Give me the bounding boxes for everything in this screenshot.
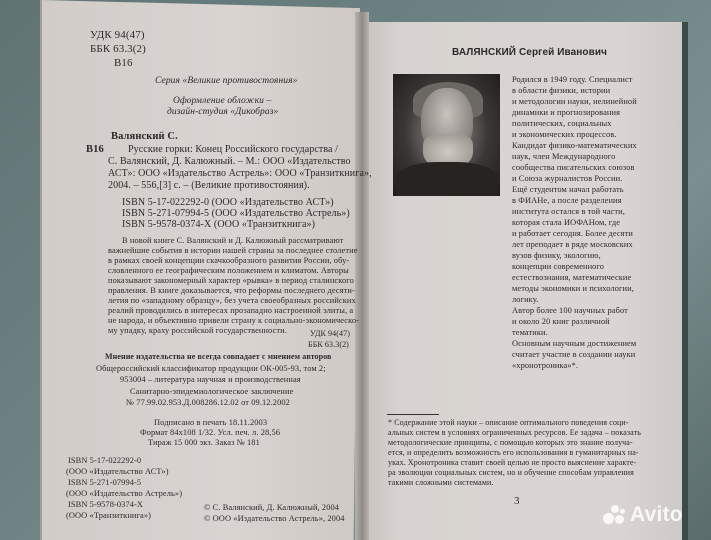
isbn-bottom-line: ISBN 5-17-022292-0	[68, 456, 142, 465]
bio-line: считает участие в создании науки	[512, 350, 636, 359]
bio-line: тематики.	[512, 328, 548, 337]
author-heading: Валянский С.	[111, 131, 178, 142]
bio-line: Кандидат физико-математических	[512, 141, 637, 150]
bio-line: лет преподает в ряде московских	[512, 240, 633, 249]
series-name: Серия «Великие противостояния»	[155, 76, 298, 86]
annotation-line: показывают закономерный характер «рывка» в период сталинского	[108, 276, 354, 285]
annotation-line: словленного ее географическим положением и климатом. Авторы	[108, 266, 349, 275]
author-sign: В16	[114, 57, 133, 69]
bio-line: Основным научным достижением	[512, 339, 637, 348]
bio-line: и экономических процессов.	[512, 130, 617, 139]
bio-line: Автор более 100 научных работ	[512, 306, 628, 315]
bio-line: которая стала ИОФАНом, где	[512, 218, 621, 227]
avito-logo-icon	[603, 505, 629, 527]
sanitary-line: № 77.99.02.953.Д.008286.12.02 от 09.12.2002	[126, 398, 290, 407]
avito-watermark: Avito	[630, 503, 683, 526]
author-title	[452, 47, 607, 58]
bio-line: Родился в 1949 году. Специалист	[512, 75, 633, 84]
bib-line: С. Валянский, Д. Калюжный. – М.: ООО «Издательство	[108, 156, 351, 167]
isbn-line: ISBN 5-9578-0374-X (ООО «Транзиткнига»)	[122, 219, 316, 230]
annotation-line: му упадку, краху российской государственности.	[108, 326, 287, 335]
publisher-disclaimer: Мнение издательства не всегда совпадает с мнением авторов	[105, 352, 332, 361]
footnote-line: ется, и определить возможность его использования в гуманитарных на-	[388, 448, 639, 457]
isbn-bottom-line: ISBN 5-271-07994-5	[68, 478, 142, 487]
isbn-line: ISBN 5-17-022292-0 (ООО «Издательство АСТ»)	[122, 197, 334, 208]
annotation-line: реалий проводились в интересах прозападно настроенной элиты, а	[108, 306, 354, 315]
author-surname: ВАЛЯНСКИЙ	[452, 47, 517, 58]
copyright-publisher: © ООО «Издательство Астрель», 2004	[204, 514, 345, 523]
bio-line: политических, социальных	[512, 119, 612, 128]
right-cover-edge	[682, 22, 688, 540]
annotation-line: не народа, и объективно привели страну к социально-экономическо-	[108, 316, 360, 325]
print-run: Тираж 15 000 экз. Заказ № 181	[148, 438, 260, 447]
annotation-line: В новой книге С. Валянский и Д. Калюжный рассматривают	[122, 236, 344, 245]
copyright-authors: © С. Валянский, Д. Калюжный, 2004	[204, 503, 340, 512]
bio-line: и Союза журналистов России.	[512, 174, 623, 183]
bio-line: в области физики, истории	[512, 86, 611, 95]
sanitary-line: Санитарно-эпидемиологическое заключение	[130, 387, 294, 396]
print-format: Формат 84х108 1/32. Усл. печ. л. 28,56	[140, 428, 281, 437]
footnote-line: уках. Хронотроника ставит своей целью не просто выяснение характе-	[388, 458, 637, 467]
udk-code: УДК 94(47)	[90, 29, 145, 41]
bio-line: «хронотроника»*.	[512, 361, 579, 370]
bio-line: института остался в той части,	[512, 207, 625, 216]
classifier-line: Общероссийский классификатор продукции ОК-005-93, том 2;	[96, 364, 326, 373]
annotation-line: летия по «западному образцу», без учета своеобразных российских	[108, 296, 356, 305]
bio-line: в ФИАНе, а после разделения	[512, 196, 622, 205]
bio-line: естествознания, математические	[512, 273, 632, 282]
page-number: 3	[514, 495, 520, 507]
isbn-bottom-line: ISBN 5-9578-0374-X	[68, 500, 144, 509]
catalog-code: В16	[86, 144, 104, 155]
bio-line: сообщества писательских союзов	[512, 163, 635, 172]
footnote-line: ра эволюции социальных систем, но и обучение способам управления	[388, 468, 634, 477]
book-gutter	[355, 12, 369, 540]
footnote-line: альных систем в условиях ограниченных ресурсов. Ее задача – показать	[388, 428, 641, 437]
footnote-line: методологические принципы, с помощью которых это знание получа-	[388, 438, 633, 447]
print-date: Подписано в печать 18.11.2003	[154, 418, 268, 427]
author-given-name: Сергей Иванович	[518, 47, 608, 58]
udk-footer: УДК 94(47)	[310, 329, 350, 338]
bib-line: АСТ»: ООО «Издательство Астрель»: ООО «Транзиткнига»,	[108, 168, 372, 179]
isbn-bottom-line: (ООО «Издательство АСТ»)	[66, 467, 169, 476]
footnote-line: * Содержание этой науки – описание оптимального поведения соци-	[388, 418, 629, 427]
bio-line: наук, член Международного	[512, 152, 616, 161]
cover-design-1: Оформление обложки –	[173, 96, 272, 106]
bio-line: методы экономики и психологии,	[512, 284, 634, 293]
isbn-line: ISBN 5-271-07994-5 (ООО «Издательство Астрель»)	[122, 208, 350, 219]
footnote-divider	[387, 414, 439, 415]
footnote-line: такими сложными системами.	[388, 478, 494, 487]
portrait-body	[397, 162, 497, 196]
annotation-line: правления. В книге доказывается, что реформы последнего десяти-	[108, 286, 355, 295]
bio-line: концепции современного	[512, 262, 605, 271]
bio-line: логику.	[512, 295, 539, 304]
classifier-line: 953004 – литература научная и производственная	[120, 375, 301, 384]
bio-line: вузов физику, экологию,	[512, 251, 601, 260]
bbk-footer: ББК 63.3(2)	[308, 340, 349, 349]
bio-line: Ещё студентом начал работать	[512, 185, 624, 194]
bbk-code: ББК 63.3(2)	[90, 43, 146, 55]
bib-line: 2004. – 556,[3] с. – (Великие противостояния).	[108, 180, 310, 191]
bib-line: Русские горки: Конец Российского государства /	[128, 144, 339, 155]
annotation-line: в рамках своей концепции скачкообразного развития России, обу-	[108, 256, 350, 265]
bio-line: динамики и прогнозирования	[512, 108, 621, 117]
author-portrait	[393, 74, 500, 196]
isbn-bottom-line: (ООО «Издательство Астрель»)	[66, 489, 183, 498]
bio-line: и работает сегодня. Более десяти	[512, 229, 633, 238]
isbn-bottom-line: (ООО «Транзиткнига»)	[66, 511, 152, 520]
cover-design-2: дизайн-студия «Дикобраз»	[167, 107, 279, 117]
annotation-line: важнейшие события в истории нашей страны за последнее столетие	[108, 246, 358, 255]
bio-line: и около 20 книг различной	[512, 317, 610, 326]
bio-line: и методологии науки, нелинейной	[512, 97, 637, 106]
